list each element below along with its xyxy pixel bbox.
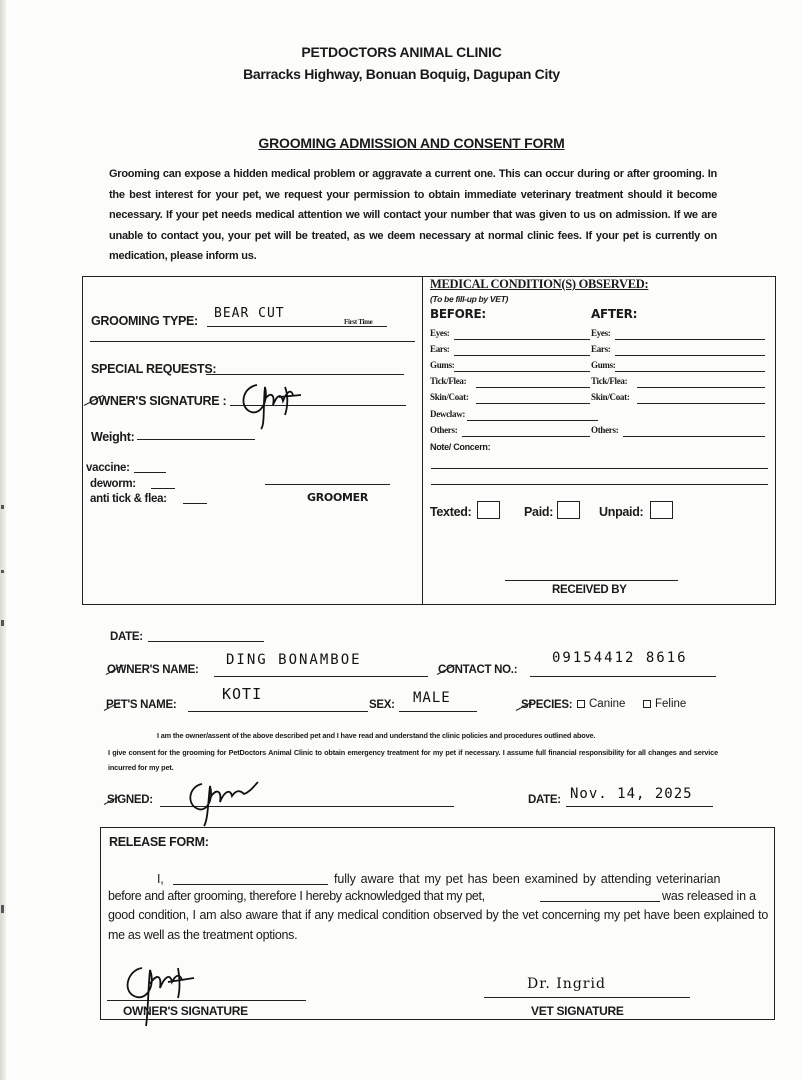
species-label: SPECIES:	[521, 699, 573, 711]
release-text-3: before and after grooming, therefore I hereby acknowledged that my pet,	[108, 889, 485, 903]
before-row-label: Ears:	[430, 344, 450, 355]
texted-label: Texted:	[430, 505, 472, 519]
signed-label: SIGNED:	[107, 794, 153, 806]
medical-title: MEDICAL CONDITION(S) OBSERVED:	[430, 277, 649, 291]
before-label: BEFORE:	[430, 307, 486, 321]
deworm-label: deworm:	[90, 478, 136, 490]
after-row-field[interactable]	[637, 387, 765, 388]
release-owner-name-field[interactable]	[173, 884, 328, 885]
after-row-label: Skin/Coat:	[591, 392, 630, 403]
box-divider	[422, 276, 423, 605]
release-pet-name-field[interactable]	[540, 901, 660, 902]
release-text-5: good condition, I am also aware that if any medical condition observed by the vet concerning my pet have been explained to me as well as the treatment options.	[108, 908, 768, 942]
signed-date-label: DATE:	[528, 794, 561, 806]
after-row-label: Tick/Flea:	[591, 376, 628, 387]
release-owner-signature-label: OWNER'S SIGNATURE	[123, 1004, 248, 1018]
after-row-label: Gums:	[591, 360, 616, 371]
before-row-label: Others:	[430, 424, 458, 435]
before-row-field[interactable]	[454, 355, 590, 356]
signed-date-field[interactable]	[566, 806, 713, 807]
before-row-field[interactable]	[467, 420, 598, 421]
weight-field[interactable]	[137, 439, 255, 440]
before-row-label: Eyes:	[430, 328, 450, 338]
form-title: GROOMING ADMISSION AND CONSENT FORM	[258, 135, 565, 151]
received-by-label: RECEIVED BY	[552, 584, 627, 596]
grooming-type-value: BEAR CUT	[214, 306, 285, 321]
owner-name-value: DING BONAMBOE	[226, 652, 362, 668]
release-vet-signature-value: Dr. Ingrid	[527, 976, 606, 992]
before-row-field[interactable]	[454, 339, 590, 340]
first-time-field[interactable]	[339, 326, 387, 327]
medical-subtitle: (To be fill-up by VET)	[430, 294, 509, 304]
sex-label: SEX:	[369, 699, 395, 711]
after-row-field[interactable]	[615, 339, 765, 340]
before-row-field[interactable]	[454, 371, 590, 372]
after-row-field[interactable]	[615, 355, 765, 356]
canine-checkbox[interactable]	[577, 700, 585, 708]
feline-checkbox[interactable]	[643, 700, 651, 708]
release-text-4: was released in a	[662, 889, 756, 903]
before-row-label: Tick/Flea:	[430, 376, 467, 387]
contact-value: 09154412 8616	[552, 650, 688, 666]
owner-name-label: OWNER'S NAME:	[107, 664, 199, 676]
species-option-feline[interactable]	[643, 698, 686, 710]
canine-label: Canine	[589, 698, 626, 710]
after-row-label: Ears:	[591, 344, 611, 355]
scan-edge	[0, 0, 6, 1080]
date-field[interactable]	[148, 641, 264, 642]
after-label: AFTER:	[591, 307, 638, 321]
before-row-field[interactable]	[462, 436, 590, 437]
after-row-field[interactable]	[623, 436, 765, 437]
paid-checkbox[interactable]	[557, 501, 580, 519]
contact-field[interactable]	[530, 676, 716, 677]
owner-name-field[interactable]	[214, 676, 428, 677]
feline-label: Feline	[655, 698, 687, 710]
vaccine-field[interactable]	[134, 472, 166, 473]
sex-field[interactable]	[399, 711, 477, 712]
after-row-label: Others:	[591, 424, 619, 435]
deworm-field[interactable]	[151, 488, 175, 489]
release-vet-signature-field[interactable]	[484, 997, 690, 998]
paid-label: Paid:	[524, 505, 554, 519]
pet-name-value: KOTI	[222, 685, 263, 703]
received-by-field[interactable]	[505, 580, 678, 581]
sex-value: MALE	[413, 690, 451, 706]
release-text-i: I,	[157, 872, 164, 886]
clinic-name: PETDOCTORS ANIMAL CLINIC	[301, 44, 502, 60]
groomer-signature-field[interactable]	[265, 484, 390, 485]
weight-label: Weight:	[91, 430, 135, 444]
after-row-field[interactable]	[637, 403, 765, 404]
before-row-label: Skin/Coat:	[430, 392, 469, 403]
before-row-field[interactable]	[476, 387, 590, 388]
note-concern-label: Note/ Concern:	[430, 442, 491, 452]
after-row-label: Eyes:	[591, 328, 611, 338]
note-line-2[interactable]	[431, 484, 768, 485]
owner-signature-label: OWNER'S SIGNATURE :	[89, 394, 227, 408]
grooming-type-extra-line[interactable]	[90, 341, 415, 342]
texted-checkbox[interactable]	[477, 501, 500, 519]
pet-name-field[interactable]	[188, 711, 368, 712]
vaccine-label: vaccine:	[86, 462, 130, 474]
after-row-field[interactable]	[615, 371, 765, 372]
date-label: DATE:	[110, 631, 143, 643]
grooming-type-label: GROOMING TYPE:	[91, 314, 198, 328]
release-text-2: fully aware that my pet has been examined by attending veterinarian	[334, 872, 721, 886]
owner-signature-mark	[235, 377, 315, 432]
release-form-title: RELEASE FORM:	[109, 835, 209, 849]
signed-date-value: Nov. 14, 2025	[570, 786, 693, 802]
unpaid-checkbox[interactable]	[650, 501, 673, 519]
clinic-address: Barracks Highway, Bonuan Boquig, Dagupan City	[243, 66, 560, 82]
anti-tick-flea-field[interactable]	[183, 503, 207, 504]
first-time-label: First Time	[344, 318, 373, 326]
special-requests-field[interactable]	[206, 374, 404, 375]
before-row-field[interactable]	[476, 403, 590, 404]
release-owner-signature-mark	[120, 962, 210, 1032]
groomer-label: GROOMER	[307, 491, 369, 504]
before-row-label: Gums:	[430, 360, 455, 371]
unpaid-label: Unpaid:	[599, 505, 644, 519]
note-line-1[interactable]	[431, 468, 768, 469]
species-option-canine[interactable]	[577, 698, 625, 710]
signed-signature-mark	[180, 780, 260, 830]
pet-name-label: PET'S NAME:	[106, 699, 177, 711]
before-row-label: Dewclaw:	[430, 408, 466, 419]
grooming-type-field[interactable]	[207, 326, 339, 327]
anti-tick-flea-label: anti tick & flea:	[90, 493, 167, 505]
intro-paragraph: Grooming can expose a hidden medical problem or aggravate a current one. This can occur during or after grooming. In the best interest for your pet, we request your permission to obtain immediate veterinary treatment should it become necessary. If your pet needs medical attention we will contact your number that was given to us on admission. If we are unable to contact you, your pet will be treated, as we deem necessary at normal clinic fees. If your pet is currently on medication, please inform us.	[109, 168, 717, 262]
consent-text-line-2: I give consent for the grooming for PetDoctors Animal Clinic to obtain emergency treatment for my pet if necessary. I assume full financial responsibility for all changes and service incurred for my pet.	[108, 748, 718, 772]
special-requests-label: SPECIAL REQUESTS:	[91, 362, 217, 376]
contact-label: CONTACT NO.:	[438, 664, 518, 676]
release-vet-signature-label: VET SIGNATURE	[531, 1004, 624, 1018]
consent-text-line-1: I am the owner/assent of the above described pet and I have read and understand the clinic policies and procedures outlined above.	[157, 731, 596, 740]
